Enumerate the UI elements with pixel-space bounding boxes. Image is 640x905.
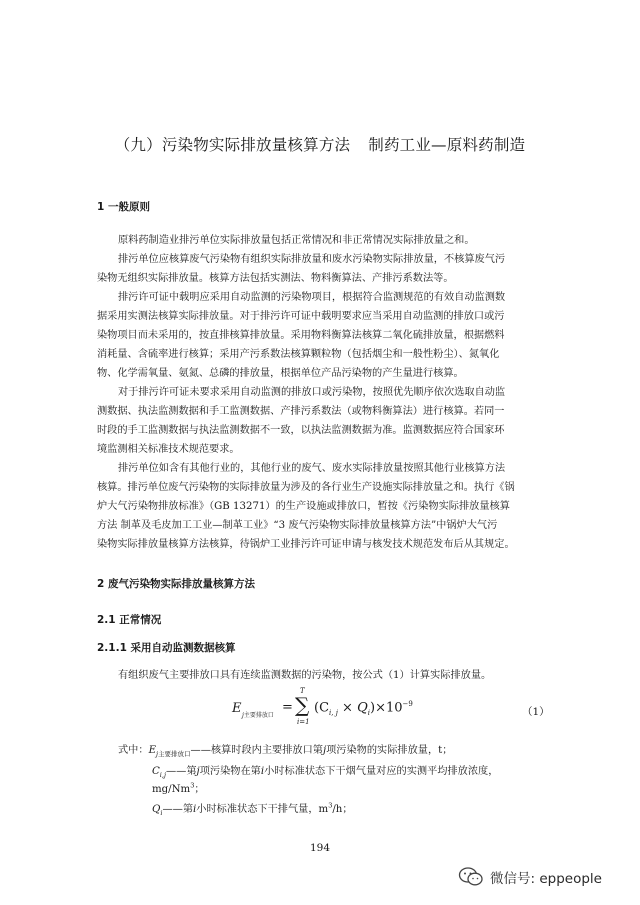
definition-q: $Q_i——$第i小时标准状态下干排气量，$m^3/h$； [152,801,353,818]
formula-lhs: E [232,701,242,716]
paragraph-line: 染物实际排放量核算方法核算，待锅炉工业排污许可证申请与核发技术规范发布后从其规定。 [97,539,515,550]
wechat-watermark [458,866,602,888]
paragraph-line: 排污单位应核算废气污染物有组织实际排放量和废水污染物实际排放量，不核算废气污 [118,254,506,265]
section-2-1-heading: 2.1 正常情况 [97,614,162,626]
section-2-1-1-intro: 有组织废气主要排放口具有连续监测数据的污染物，按公式（1）计算实际排放量。 [118,670,492,681]
page-title [0,133,640,155]
wechat-icon [458,866,484,888]
paragraph-line: 炉大气污染物排放标准》（GB 13271）的生产设施或排放口，暂按《污染物实际排放量核算 [97,501,510,512]
paragraph-line: 据采用实测法核算实际排放量。对于排污许可证中载明要求应当采用自动监测的排放口或污 [97,311,505,322]
definition-c-unit: mg/Nm$^3$； [152,781,205,795]
section-2-1-1-heading: 2.1.1 采用自动监测数据核算 [97,642,236,654]
title-part-1: （九）污染物实际排放量核算方法 [114,136,351,154]
page-number: 194 [309,842,331,854]
formula-equals: = [282,700,293,715]
watermark-text: 微信号: eppeople [490,871,602,887]
paragraph-line: 消耗量、含硫率进行核算；采用产污系数法核算颗粒物（包括烟尘和一般性粉尘）、氮氧化 [97,349,500,360]
paragraph-line: 排污单位如含有其他行业的，其他行业的废气、废水实际排放量按照其他行业核算方法 [118,463,506,474]
paragraph-line: 方法 制革及毛皮加工工业—制革工业》“3 废气污染物实际排放量核算方法”中锅炉大气污 [97,520,498,531]
paragraph-line: 原料药制造业排污单位实际排放量包括正常情况和非正常情况实际排放量之和。 [118,235,475,246]
definition-e: 式中：$E_{j主要排放口}——$核算时段内主要排放口第j项污染物的实际排放量，t； [118,745,453,759]
paragraph-line: 境监测相关标准技术规范要求。 [97,444,240,455]
paragraph-line: 测数据、执法监测数据和手工监测数据、产排污系数法（或物料衡算法）进行核算。若同一 [97,406,505,417]
title-part-2: 制药工业—原料药制造 [368,136,526,154]
paragraph-line: 染物无组织实际排放量。核算方法包括实测法、物料衡算法、产排污系数法等。 [97,273,454,284]
summation-upper-limit: T [300,687,305,695]
section-1-heading: 1 一般原则 [97,201,150,213]
paragraph-line: 时段的手工监测数据与执法监测数据不一致，以执法监测数据为准。监测数据应符合国家环 [97,425,505,436]
paragraph-line: 核算。排污单位废气污染物的实际排放量为涉及的各行业生产设施实际排放量之和。执行《锅 [97,482,515,493]
emission-formula [232,688,412,728]
paragraph-line: 对于排污许可证未要求采用自动监测的排放口或污染物，按照优先顺序依次选取自动监 [118,387,506,398]
summation-lower-limit: i=1 [297,718,310,726]
summation-icon: ∑ [295,693,310,717]
paragraph-line: 染物项目而未采用的，按直排核算排放量。采用物料衡算法核算二氧化硫排放量，根据燃料 [97,330,505,341]
paragraph-line: 排污许可证中载明应采用自动监测的污染物项目，根据符合监测规范的有效自动监测数 [118,292,506,303]
equation-number: （1） [522,706,550,718]
definition-c: $C_{i,j}——$第j项污染物在第i小时标准状态下干烟气量对应的实测平均排放浓度， [152,766,499,780]
section-2-heading: 2 废气污染物实际排放量核算方法 [97,578,255,590]
formula-rhs: $(C_{i, j} \times Q_i)\times 10^{-9}$ [314,700,413,717]
paragraph-line: 物、化学需氧量、氨氮、总磷的排放量，根据单位产品污染物的产生量进行核算。 [97,368,464,379]
formula-lhs-subscript: j主要排放口 [242,712,274,719]
